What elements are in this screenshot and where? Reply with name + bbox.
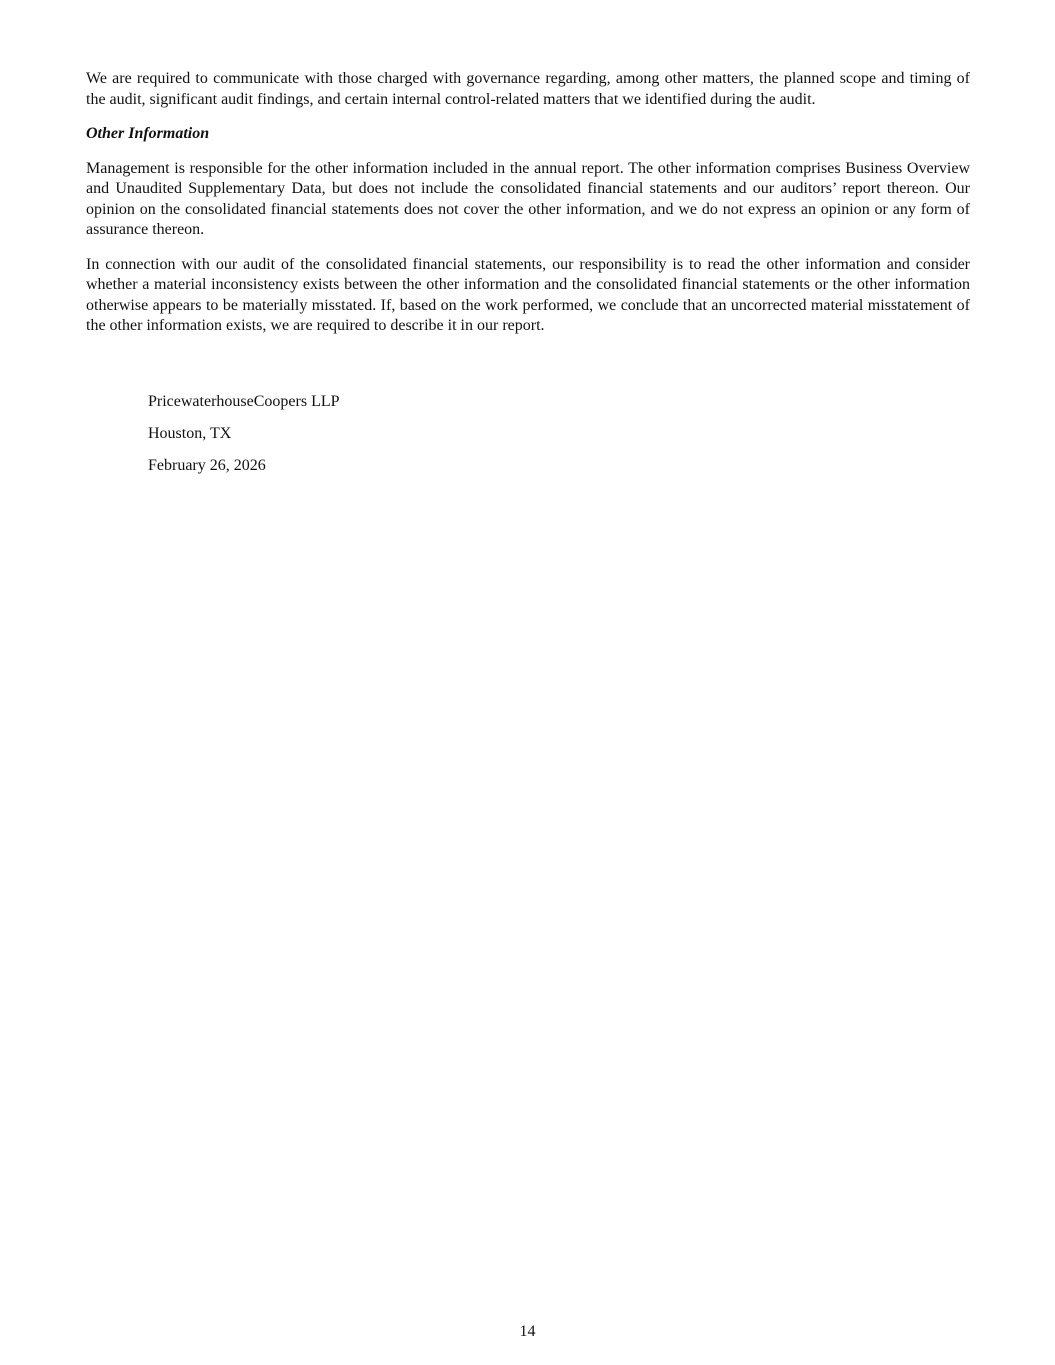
other-information-heading: Other Information	[86, 125, 210, 142]
firm-name: PricewaterhouseCoopers LLP	[148, 393, 340, 410]
governance-communication-paragraph: We are required to communicate with those charged with governance regarding, among other matters, the planned scope and timing of the audit, significant audit findings, and certain internal control-related matters that we identified during the audit.	[86, 70, 970, 108]
page-number: 14	[519, 1323, 536, 1340]
page-content	[86, 69, 970, 351]
signature-block	[148, 392, 340, 488]
signature-date: February 26, 2026	[148, 457, 266, 474]
auditor-responsibility-paragraph: In connection with our audit of the consolidated financial statements, our responsibility is to read the other information and consider whether a material inconsistency exists between the other information and the consolidated financial statements or the other information otherwise appears to be materially misstated. If, based on the work performed, we conclude that an uncorrected material misstatement of the other information exists, we are required to describe it in our report.	[86, 255, 970, 334]
signature-location: Houston, TX	[148, 425, 232, 442]
management-responsibility-paragraph: Management is responsible for the other information included in the annual report. The other information comprises Business Overview and Unaudited Supplementary Data, but does not include the consolidated financial statements and our auditors’ report thereon. Our opinion on the consolidated financial statements does not cover the other information, and we do not express an opinion or any form of assurance thereon.	[86, 159, 970, 238]
